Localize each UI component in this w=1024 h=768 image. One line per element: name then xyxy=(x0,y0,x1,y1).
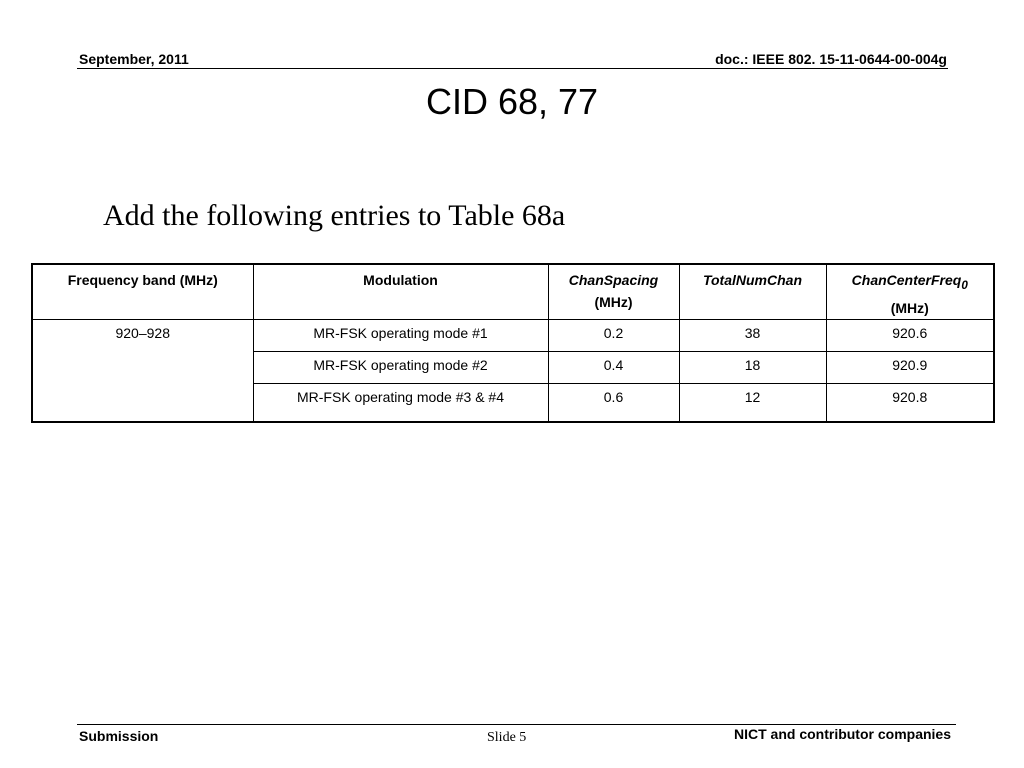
header-doc-id: doc.: IEEE 802. 15-11-0644-00-004g xyxy=(715,51,947,67)
modulation-cell: MR-FSK operating mode #2 xyxy=(253,351,548,383)
center-freq-cell: 920.9 xyxy=(826,351,994,383)
center-freq-cell: 920.6 xyxy=(826,319,994,351)
header-chan-spacing-name: ChanSpacing xyxy=(568,272,659,288)
header-date: September, 2011 xyxy=(79,51,189,67)
footer-submission: Submission xyxy=(79,728,159,744)
footer-slide-number: Slide 5 xyxy=(487,730,527,745)
spacing-cell: 0.4 xyxy=(548,351,679,383)
center-freq-cell: 920.8 xyxy=(826,383,994,422)
footer-affiliation: NICT and contributor companies xyxy=(733,726,951,742)
band-cell: 920–928 xyxy=(32,319,253,422)
spacing-cell: 0.6 xyxy=(548,383,679,422)
header-total-num-chan xyxy=(679,264,826,319)
entries-table xyxy=(31,263,995,423)
header-band: Frequency band (MHz) xyxy=(32,264,253,319)
footer-divider xyxy=(77,724,956,725)
header-chan-center-freq-unit: (MHz) xyxy=(890,299,929,316)
header-chan-center-freq xyxy=(826,264,994,319)
table-header-row xyxy=(32,264,994,319)
modulation-cell: MR-FSK operating mode #3 & #4 xyxy=(253,383,548,422)
slide-title: CID 68, 77 xyxy=(425,81,599,122)
header-chan-spacing xyxy=(548,264,679,319)
modulation-cell: MR-FSK operating mode #1 xyxy=(253,319,548,351)
header-chan-spacing-unit: (MHz) xyxy=(594,294,633,310)
header-divider xyxy=(77,68,948,69)
total-cell: 12 xyxy=(679,383,826,422)
header-total-num-chan-name: TotalNumChan xyxy=(702,272,803,288)
slide-subtitle: Add the following entries to Table 68a xyxy=(103,199,566,232)
table-row xyxy=(32,319,994,351)
header-chan-center-freq-subscript: 0 xyxy=(961,278,968,292)
header-modulation: Modulation xyxy=(253,264,548,319)
total-cell: 38 xyxy=(679,319,826,351)
spacing-cell: 0.2 xyxy=(548,319,679,351)
total-cell: 18 xyxy=(679,351,826,383)
header-chan-center-freq-name: ChanCenterFreq xyxy=(851,272,962,288)
